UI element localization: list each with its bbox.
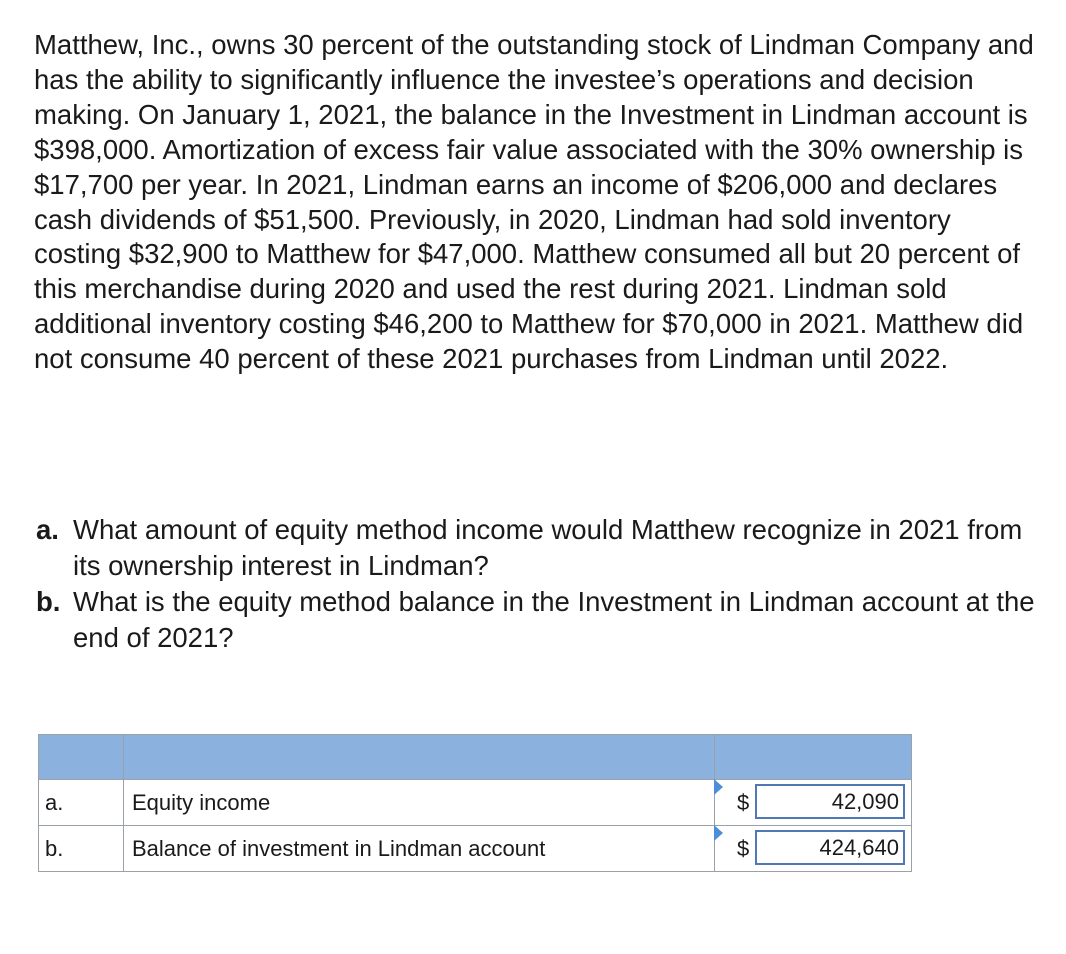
row-b-label: b. — [39, 826, 124, 872]
currency-symbol: $ — [737, 836, 750, 861]
currency-symbol: $ — [737, 790, 750, 815]
answer-marker-icon — [714, 825, 723, 841]
row-b-description: Balance of investment in Lindman account — [124, 826, 715, 872]
question-a-label: a. — [36, 514, 59, 545]
question-b-label: b. — [36, 586, 61, 617]
answer-table — [38, 734, 912, 872]
row-a-label: a. — [39, 780, 124, 826]
question-a — [36, 512, 1036, 584]
table-row — [39, 826, 912, 872]
answer-table-header — [39, 735, 912, 780]
question-b — [36, 584, 1036, 656]
question-b-text: What is the equity method balance in the Investment in Lindman account at the end of 2021? — [73, 586, 1035, 653]
question-a-text: What amount of equity method income would Matthew recognize in 2021 from its ownership interest in Lindman? — [73, 514, 1023, 581]
row-a-description: Equity income — [124, 780, 715, 826]
question-list — [36, 512, 1036, 656]
answer-marker-icon — [714, 779, 723, 795]
investment-balance-input[interactable]: 424,640 — [755, 830, 905, 865]
problem-statement: Matthew, Inc., owns 30 percent of the outstanding stock of Lindman Company and has the ability to significantly influence the investee’s operations and decision making. On January 1, 2021, the balance in the Investment in Lindman account is $398,000. Amortization of excess fair value associated with the 30% ownership is $17,700 per year. In 2021, Lindman earns an income of $206,000 and declares cash dividends of $51,500. Previously, in 2020, Lindman had sold inventory costing $32,900 to Matthew for $47,000. Matthew consumed all but 20 percent of this merchandise during 2020 and used the rest during 2021. Lindman sold additional inventory costing $46,200 to Matthew for $70,000 in 2021. Matthew did not consume 40 percent of these 2021 purchases from Lindman until 2022. — [34, 29, 1034, 375]
table-row — [39, 780, 912, 826]
equity-income-input[interactable]: 42,090 — [755, 784, 905, 819]
